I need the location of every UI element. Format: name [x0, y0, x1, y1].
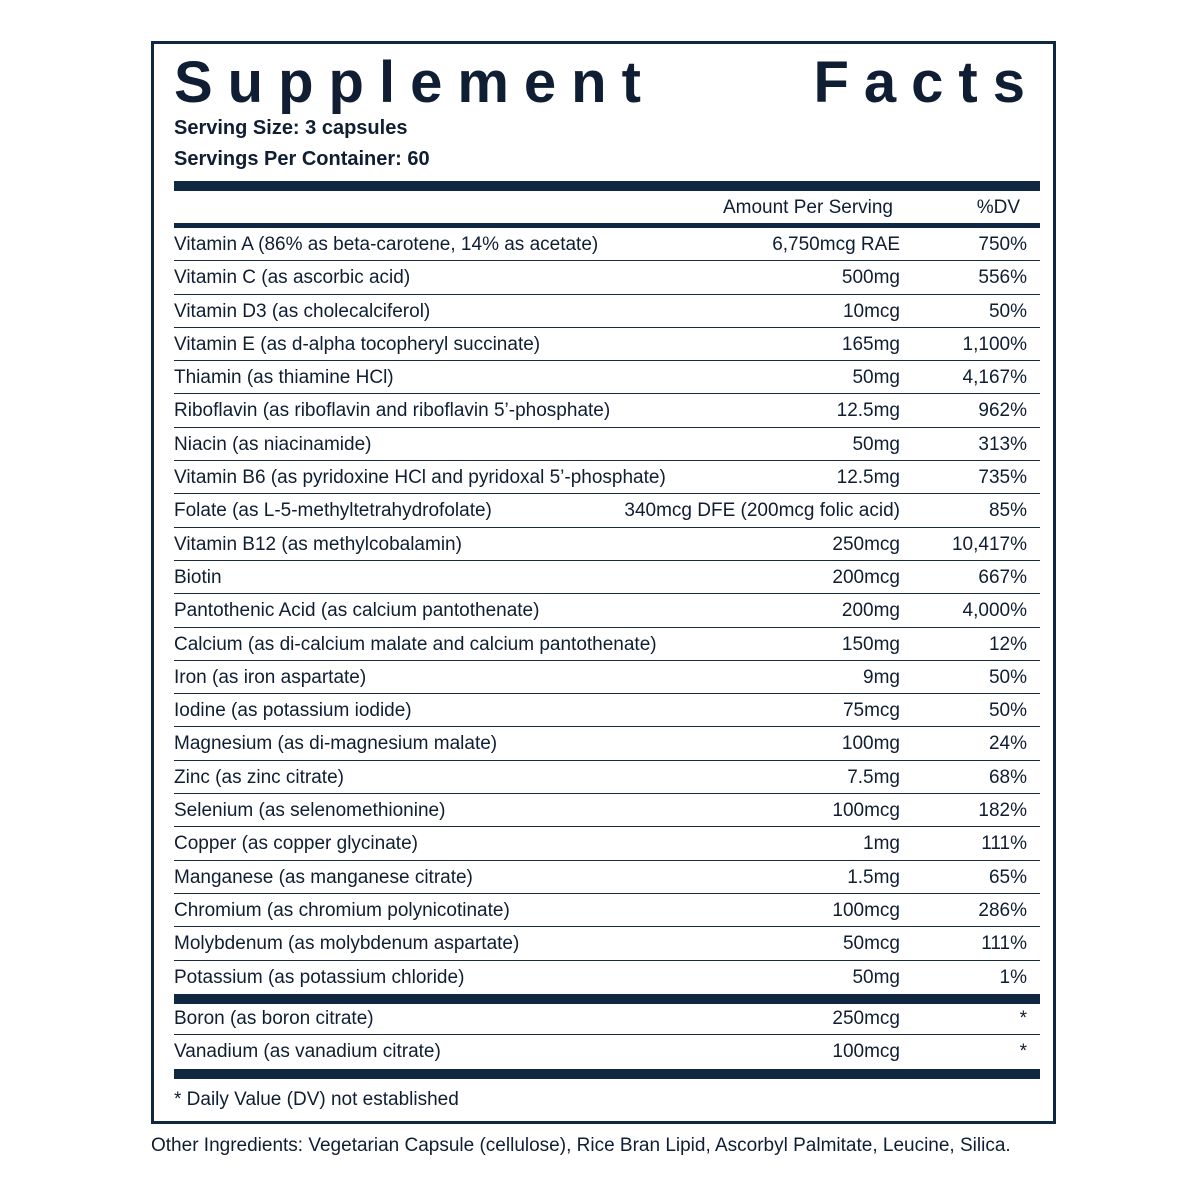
nutrient-amount: 1mg [863, 833, 900, 855]
nutrient-amount: 100mcg [832, 1041, 900, 1063]
nutrient-row [174, 461, 1040, 494]
nutrient-dv: 50% [988, 700, 1027, 722]
nutrient-dv: 50% [988, 666, 1027, 688]
nutrient-row [174, 428, 1040, 461]
nutrient-name: Vitamin C (as ascorbic acid) [174, 267, 411, 289]
nutrient-dv: 10,417% [951, 533, 1027, 555]
nutrient-dv: 50% [988, 300, 1027, 322]
nutrient-row [174, 394, 1040, 427]
nutrient-name: Manganese (as manganese citrate) [174, 866, 473, 888]
nutrient-dv: * [1019, 1008, 1027, 1029]
nutrient-name: Pantothenic Acid (as calcium pantothenate) [174, 600, 540, 622]
nutrient-amount: 12.5mg [836, 467, 900, 489]
nutrient-amount: 50mg [852, 433, 900, 455]
nutrient-name: Vitamin D3 (as cholecalciferol) [174, 300, 431, 322]
nutrient-amount: 12.5mg [836, 400, 900, 422]
nutrient-amount: 10mcg [842, 300, 900, 322]
nutrient-row [174, 827, 1040, 860]
nutrient-amount: 6,750mcg RAE [772, 234, 900, 255]
nutrient-row [174, 1002, 1040, 1035]
nutrient-row [174, 927, 1040, 960]
nutrient-name: Molybdenum (as molybdenum aspartate) [174, 933, 520, 955]
nutrient-name: Thiamin (as thiamine HCl) [174, 367, 394, 389]
nutrient-row [174, 894, 1040, 927]
nutrient-dv: 65% [988, 866, 1027, 888]
nutrient-name: Magnesium (as di-magnesium malate) [174, 733, 498, 755]
nutrient-row [174, 295, 1040, 328]
nutrient-amount: 1.5mg [847, 866, 900, 888]
nutrient-dv: 735% [978, 467, 1027, 489]
nutrient-name: Boron (as boron citrate) [174, 1008, 374, 1029]
nutrient-row [174, 961, 1040, 994]
nutrient-amount: 100mcg [832, 899, 900, 921]
nutrient-row [174, 861, 1040, 894]
nutrient-dv: 111% [981, 833, 1027, 855]
serving-size: Serving Size: 3 capsules [174, 117, 408, 139]
nutrient-name: Vitamin B12 (as methylcobalamin) [174, 533, 462, 555]
nutrient-amount: 50mcg [842, 933, 900, 955]
nutrient-amount: 50mg [852, 367, 900, 389]
nutrient-amount: 250mcg [832, 533, 900, 555]
nutrient-amount: 340mcg DFE (200mcg folic acid) [624, 500, 900, 522]
nutrient-dv: * [1019, 1041, 1027, 1063]
other-nutrient-table [174, 1002, 1040, 1069]
nutrient-dv: 4,167% [962, 367, 1027, 389]
column-header-dv: %DV [976, 197, 1020, 218]
nutrient-name: Chromium (as chromium polynicotinate) [174, 899, 510, 921]
nutrient-row [174, 727, 1040, 760]
nutrient-amount: 100mg [841, 733, 900, 755]
nutrient-amount: 165mg [841, 333, 900, 355]
nutrient-name: Copper (as copper glycinate) [174, 833, 418, 855]
column-header-amount: Amount Per Serving [722, 197, 893, 218]
nutrient-row [174, 561, 1040, 594]
nutrient-row [174, 628, 1040, 661]
nutrient-row [174, 361, 1040, 394]
nutrient-row [174, 528, 1040, 561]
nutrient-table [174, 228, 1040, 994]
nutrient-row [174, 794, 1040, 827]
title-word-supplement: Supplement [174, 50, 656, 115]
nutrient-name: Vitamin A (86% as beta-carotene, 14% as acetate) [174, 234, 599, 255]
nutrient-dv: 111% [981, 933, 1027, 955]
nutrient-dv: 1,100% [962, 333, 1027, 355]
nutrient-dv: 182% [978, 800, 1027, 822]
nutrient-row [174, 228, 1040, 261]
header-divider-thick [174, 181, 1040, 191]
nutrient-name: Biotin [174, 566, 222, 588]
nutrient-amount: 500mg [841, 267, 900, 289]
nutrient-dv: 85% [988, 500, 1027, 522]
other-ingredients: Other Ingredients: Vegetarian Capsule (cellulose), Rice Bran Lipid, Ascorbyl Palmitate, Leucine, Silica. [151, 1135, 1011, 1156]
nutrient-amount: 250mcg [832, 1008, 900, 1029]
nutrient-row [174, 594, 1040, 627]
nutrient-name: Riboflavin (as riboflavin and riboflavin 5’-phosphate) [174, 400, 611, 422]
nutrient-dv: 68% [988, 766, 1027, 788]
nutrient-row [174, 661, 1040, 694]
nutrient-dv: 12% [988, 633, 1027, 655]
nutrient-row [174, 494, 1040, 527]
servings-per-container: Servings Per Container: 60 [174, 148, 430, 170]
nutrient-name: Iron (as iron aspartate) [174, 666, 367, 688]
nutrient-dv: 667% [978, 566, 1027, 588]
nutrient-name: Niacin (as niacinamide) [174, 433, 372, 455]
nutrient-dv: 750% [978, 234, 1027, 255]
nutrient-name: Vitamin B6 (as pyridoxine HCl and pyridoxal 5’-phosphate) [174, 467, 666, 489]
footer-divider-thick [174, 1069, 1040, 1079]
nutrient-row [174, 328, 1040, 361]
nutrient-amount: 7.5mg [847, 766, 900, 788]
nutrient-name: Vitamin E (as d-alpha tocopheryl succinate) [174, 333, 541, 355]
nutrient-name: Iodine (as potassium iodide) [174, 700, 412, 722]
nutrient-name: Selenium (as selenomethionine) [174, 800, 446, 822]
nutrient-name: Zinc (as zinc citrate) [174, 766, 344, 788]
nutrient-dv: 962% [978, 400, 1027, 422]
nutrient-name: Potassium (as potassium chloride) [174, 966, 465, 988]
nutrient-amount: 200mcg [832, 566, 900, 588]
nutrient-amount: 50mg [852, 966, 900, 988]
panel-title [174, 48, 1040, 118]
nutrient-row [174, 1035, 1040, 1068]
dv-footnote: * Daily Value (DV) not established [174, 1089, 459, 1110]
nutrient-amount: 100mcg [832, 800, 900, 822]
nutrient-amount: 75mcg [842, 700, 900, 722]
title-word-facts: Facts [813, 50, 1040, 115]
nutrient-dv: 313% [978, 433, 1027, 455]
nutrient-row [174, 694, 1040, 727]
nutrient-name: Folate (as L-5-methyltetrahydrofolate) [174, 500, 492, 522]
nutrient-name: Calcium (as di-calcium malate and calcium pantothenate) [174, 633, 657, 655]
nutrient-dv: 1% [999, 966, 1027, 988]
nutrient-name: Vanadium (as vanadium citrate) [174, 1041, 441, 1063]
nutrient-dv: 556% [978, 267, 1027, 289]
nutrient-dv: 24% [988, 733, 1027, 755]
nutrient-row [174, 261, 1040, 294]
supplement-facts-panel [151, 41, 1056, 1124]
nutrient-amount: 200mg [841, 600, 900, 622]
nutrient-amount: 150mg [841, 633, 900, 655]
nutrient-amount: 9mg [863, 666, 900, 688]
nutrient-row [174, 761, 1040, 794]
nutrient-dv: 286% [978, 899, 1027, 921]
nutrient-dv: 4,000% [962, 600, 1027, 622]
